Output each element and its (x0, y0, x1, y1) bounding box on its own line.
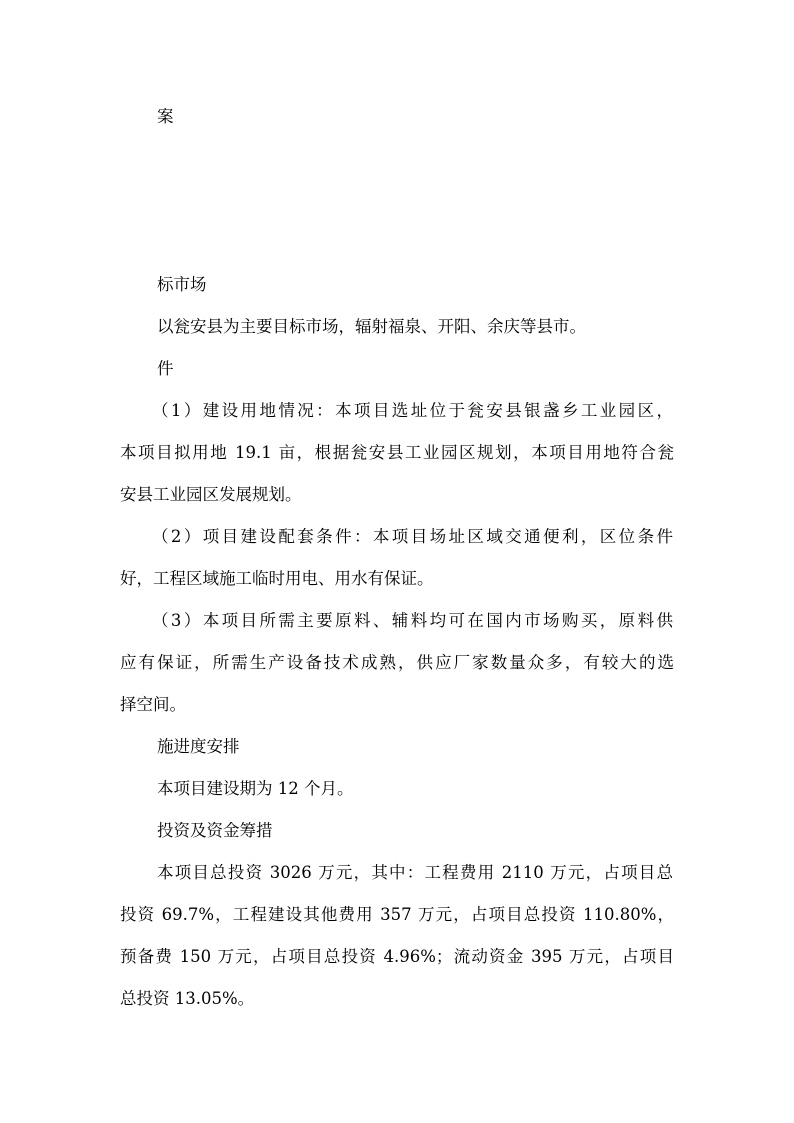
condition1-line1: （1）建设用地情况：本项目选址位于瓮安县银盏乡工业园区， (152, 401, 673, 420)
condition1-line3: 安县工业园区发展规划。 (120, 485, 302, 504)
schedule-text: 本项目建设期为 12 个月。 (157, 779, 354, 798)
condition2-line1: （2）项目建设配套条件：本项目场址区域交通便利，区位条件 (152, 527, 673, 546)
condition3-line3: 择空间。 (120, 695, 186, 714)
condition2-line2: 好，工程区域施工临时用电、用水有保证。 (120, 569, 434, 588)
condition3-line2: 应有保证，所需生产设备技术成熟，供应厂家数量众多，有较大的选 (120, 653, 674, 672)
investment-line3: 预备费 150 万元，占项目总投资 4.96%；流动资金 395 万元，占项目 (120, 947, 674, 966)
condition3-line1: （3）本项目所需主要原料、辅料均可在国内市场购买，原料供 (152, 611, 673, 630)
section-heading-case: 案 (157, 107, 174, 126)
investment-heading: 投资及资金筹措 (157, 821, 273, 840)
condition1-line2: 本项目拟用地 19.1 亩，根据瓮安县工业园区规划，本项目用地符合瓮 (120, 443, 674, 462)
conditions-heading: 件 (157, 359, 174, 378)
investment-line4: 总投资 13.05%。 (120, 989, 255, 1008)
investment-line1: 本项目总投资 3026 万元，其中：工程费用 2110 万元，占项目总 (157, 863, 673, 882)
market-text: 以瓮安县为主要目标市场，辐射福泉、开阳、余庆等县市。 (157, 317, 586, 336)
schedule-heading: 施进度安排 (157, 737, 240, 756)
investment-line2: 投资 69.7%，工程建设其他费用 357 万元，占项目总投资 110.80%， (120, 905, 674, 924)
market-heading: 标市场 (157, 275, 207, 294)
